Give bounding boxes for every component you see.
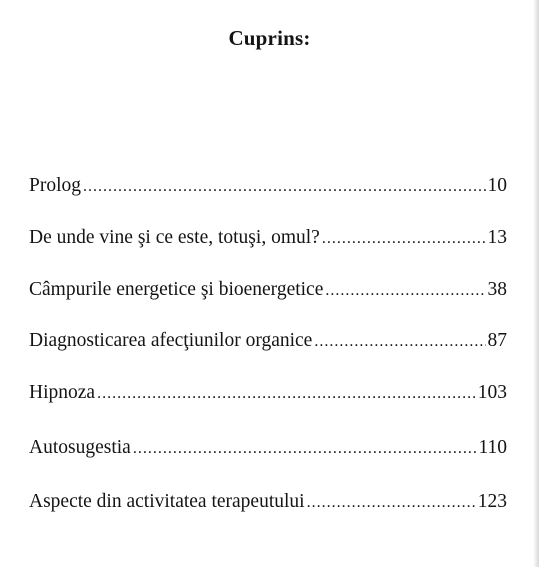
toc-entry-label: Hipnoza — [29, 382, 96, 403]
toc-entry-page: 110 — [478, 437, 507, 458]
toc-entry-page: 123 — [477, 491, 507, 512]
toc-entry[interactable] — [29, 379, 507, 407]
dot-leader — [325, 277, 485, 305]
toc-entry-page: 87 — [487, 330, 507, 351]
toc-entry-label: De unde vine şi ce este, totuşi, omul? — [29, 227, 320, 248]
toc-entry-label: Prolog — [29, 175, 82, 196]
toc-entry-page: 13 — [487, 227, 507, 248]
toc-entry-label: Câmpurile energetice şi bioenergetice — [29, 279, 324, 300]
toc-entry-page: 103 — [477, 382, 507, 403]
toc-entry[interactable] — [29, 434, 507, 462]
toc-entry[interactable] — [29, 327, 507, 355]
dot-leader — [97, 380, 476, 408]
dot-leader — [314, 328, 485, 356]
toc-entry[interactable] — [29, 276, 507, 304]
toc-entry-label: Aspecte din activitatea terapeutului — [29, 491, 305, 512]
dot-leader — [322, 225, 486, 253]
dot-leader — [133, 435, 477, 463]
dot-leader — [83, 173, 485, 201]
toc-entry[interactable] — [29, 488, 507, 516]
toc-entry[interactable] — [29, 172, 507, 200]
toc-entry-page: 10 — [487, 175, 507, 196]
page-edge-shadow — [533, 0, 539, 567]
dot-leader — [307, 489, 476, 517]
toc-title: Cuprins: — [228, 26, 311, 50]
toc-entry-label: Autosugestia — [29, 437, 131, 458]
toc-entry-label: Diagnosticarea afecţiunilor organice — [29, 330, 313, 351]
toc-entry-page: 38 — [487, 279, 507, 300]
toc-entry[interactable] — [29, 224, 507, 252]
